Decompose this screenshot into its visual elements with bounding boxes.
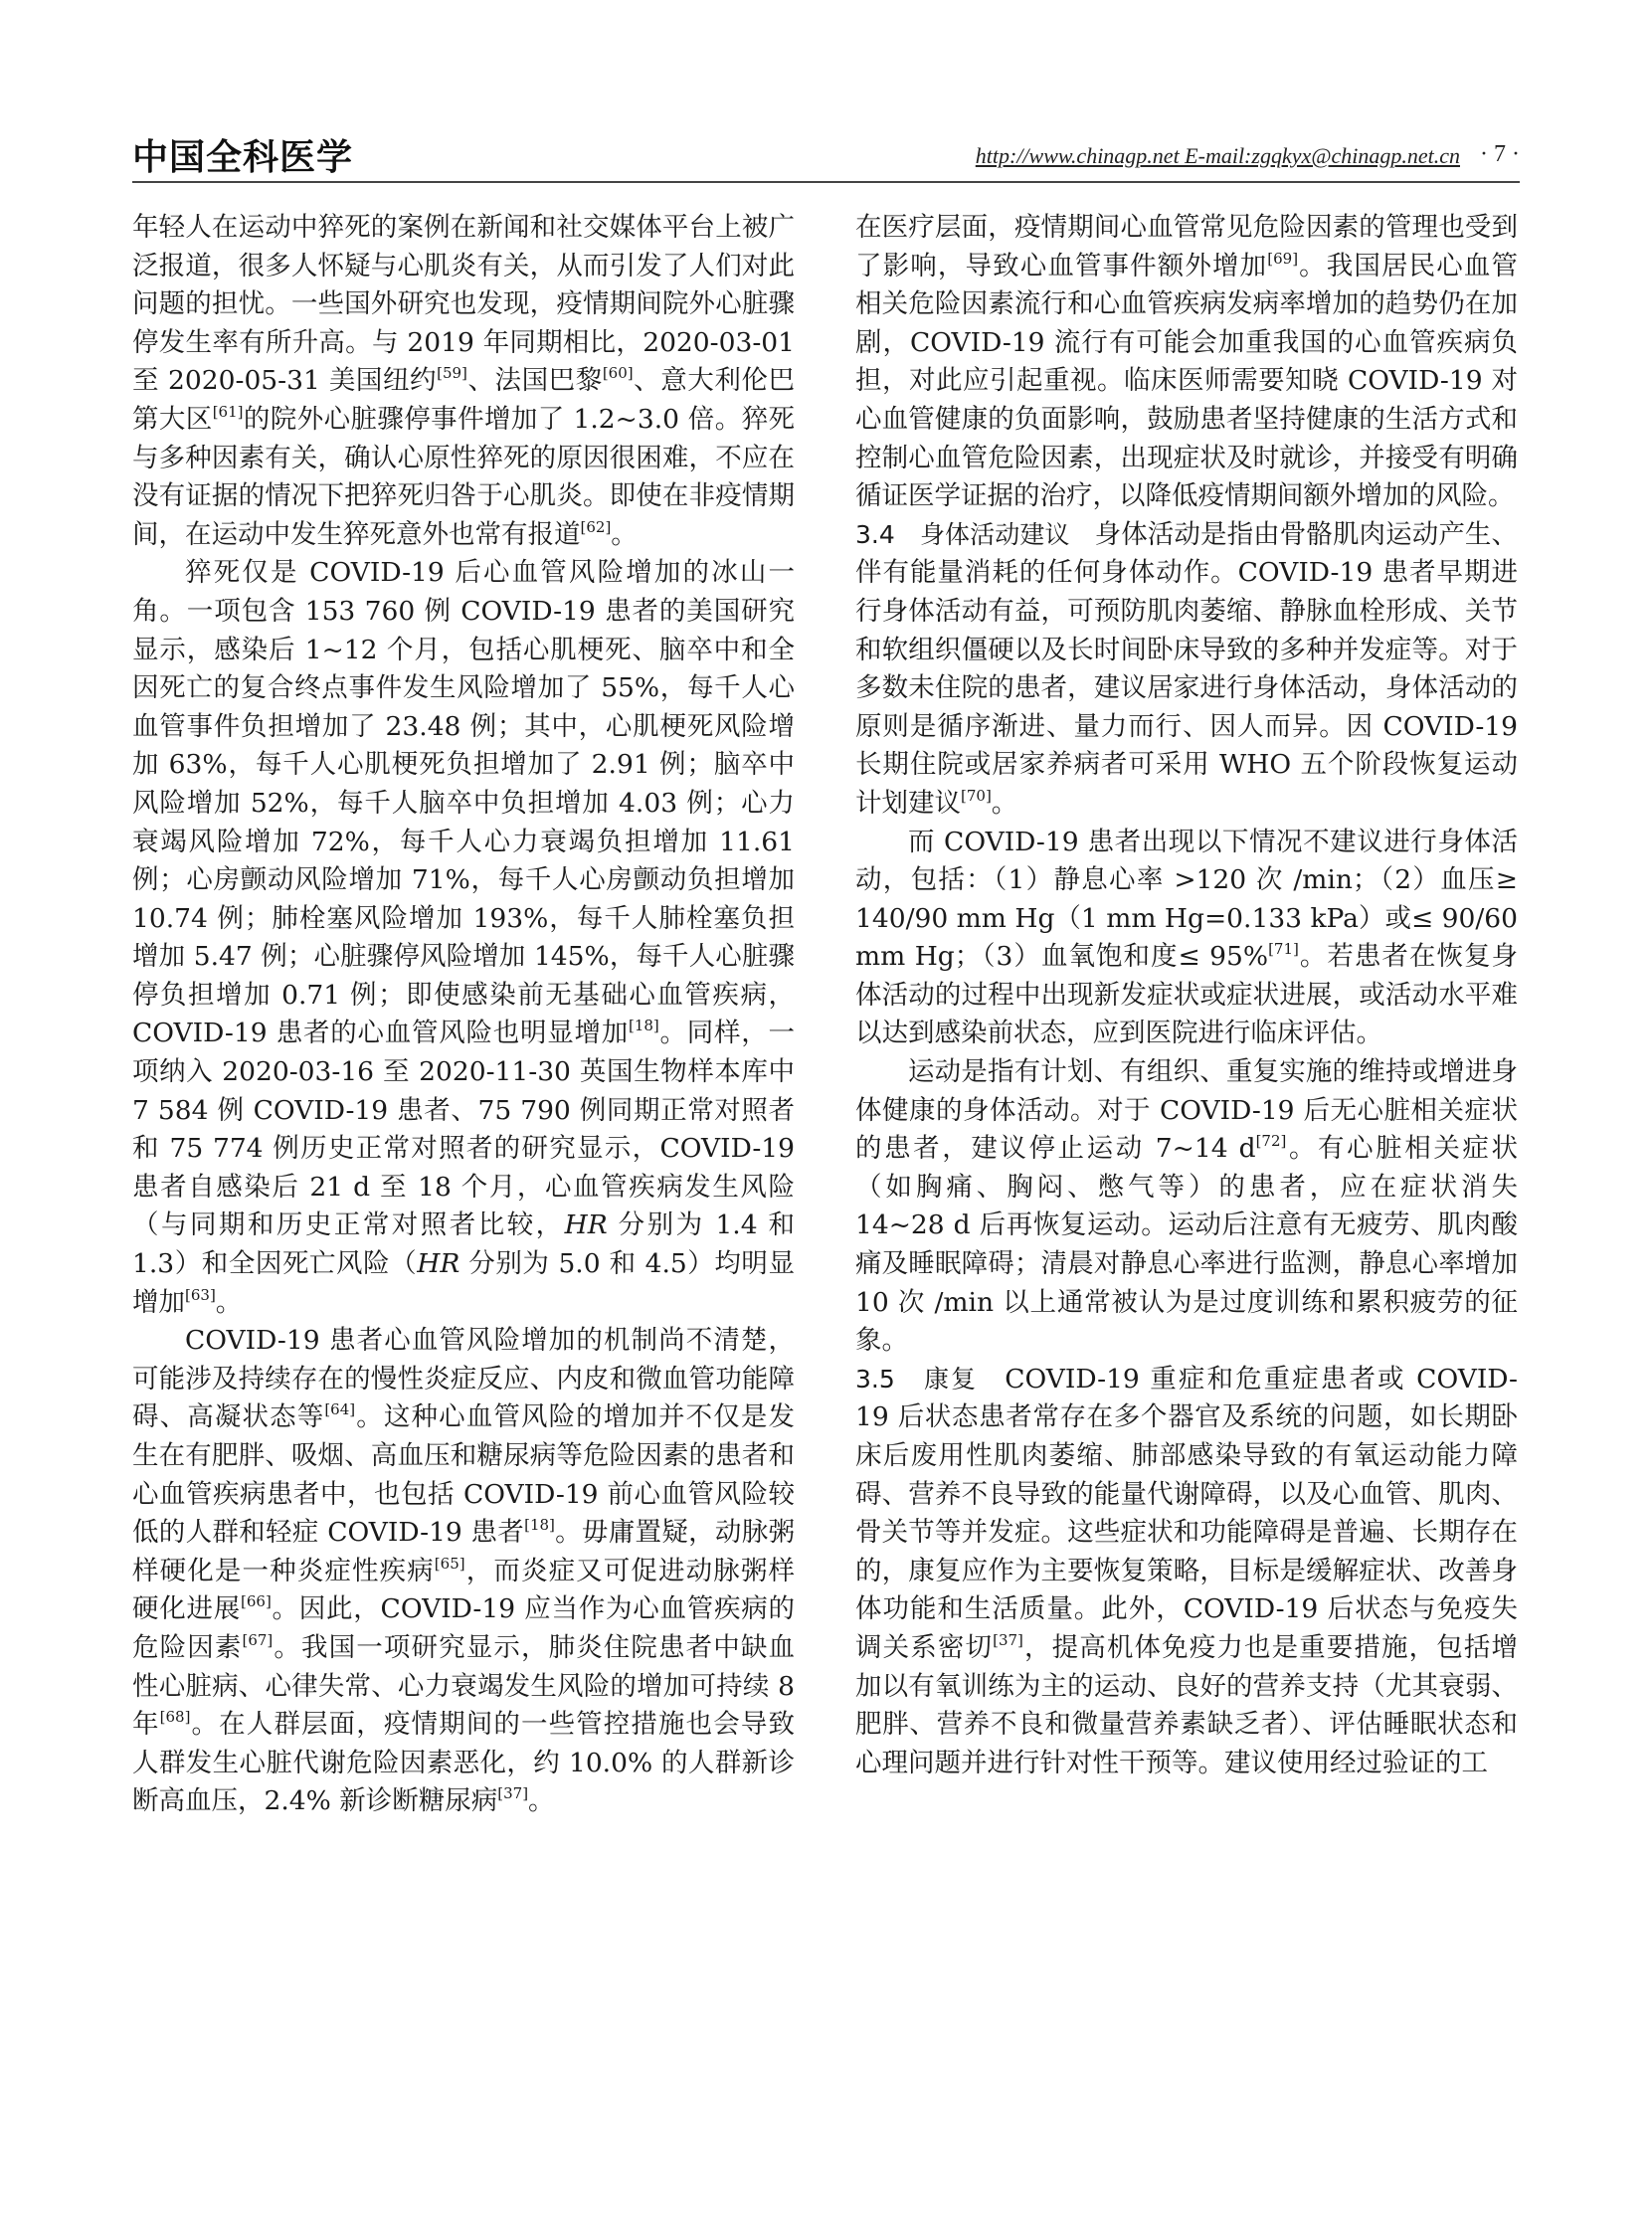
paragraph	[855, 516, 1518, 824]
citation-ref[interactable]: [72]	[1255, 1132, 1287, 1151]
body-text: 。这种心血管风险的增加并不仅是发生在有肥胖、吸烟、高血压和糖尿病等危险因素的患者和心血管疾病患者中，也包括 COVID-19 前心血管风险较低的人群和轻症 COVID-19 患者	[132, 1401, 796, 1549]
paragraph	[855, 1053, 1518, 1361]
body-text: 。	[215, 1286, 243, 1318]
body-text: 。	[611, 518, 638, 550]
body-text: 年轻人在运动中猝死的案例在新闻和社交媒体平台上被广泛报道，很多人怀疑与心肌炎有关，从而引发了人们对此问题的担忧。一些国外研究也发现，疫情期间院外心脏骤停发生率有所升高。与 2019 年同期相比，2020-03-01 至 2020-05-31 美国纽约	[132, 212, 795, 397]
page-number: · 7 ·	[1480, 141, 1520, 167]
citation-ref[interactable]: [37]	[497, 1784, 529, 1803]
body-text: 。同样，一项纳入 2020-03-16 至 2020-11-30 英国生物样本库中 7 584 例 COVID-19 患者、75 790 例同期正常对照者和 75 774 例历史正常对照者的研究显示，COVID-19 患者自感染后 21 d 至 18 个月，心血管疾病发生风险（与同期和历史正常对照者比较，	[132, 1018, 796, 1241]
body-text: COVID-19 患者心血管风险增加的机制尚不清楚，可能涉及持续存在的慢性炎症反应、内皮和微血管功能障碍、高凝状态等	[132, 1325, 795, 1433]
italic-term: HR	[564, 1209, 608, 1241]
paragraph	[132, 554, 795, 1322]
body-text: 分别为 5.0 和 4.5）均明显增加	[132, 1248, 795, 1318]
section-heading: 3.4 身体活动建议	[855, 519, 1095, 549]
body-text: 。	[528, 1785, 555, 1817]
right-column	[855, 209, 1518, 1782]
body-text: 。	[991, 787, 1018, 819]
header-divider	[132, 181, 1520, 183]
citation-ref[interactable]: [59]	[437, 364, 467, 383]
citation-ref[interactable]: [61]	[212, 402, 244, 421]
body-text: 猝死仅是 COVID-19 后心血管风险增加的冰山一角。一项包含 153 760 例 COVID-19 患者的美国研究显示，感染后 1~12 个月，包括心肌梗死、脑卒中和全因死亡的复合终点事件发生风险增加了 55%，每千人心血管事件负担增加了 23.48 例；其中，心肌梗死风险增加 63%，每千人心肌梗死负担增加了 2.91 例；脑卒中风险增加 52%，每千人脑卒中负担增加 4.03 例；心力衰竭风险增加 72%，每千人心力衰竭负担增加 11.61 例；心房颤动风险增加 71%，每千人心房颤动负担增加 10.74 例；肺栓塞风险增加 193%，每千人肺栓塞负担增加 5.47 例；心脏骤停风险增加 145%，每千人心脏骤停负担增加 0.71 例；即使感染前无基础心血管疾病，COVID-19 患者的心血管风险也明显增加	[132, 557, 795, 1049]
body-text: 在医疗层面，疫情期间心血管常见危险因素的管理也受到了影响，导致心血管事件额外增加	[855, 212, 1518, 281]
citation-ref[interactable]: [67]	[242, 1630, 274, 1649]
paragraph	[132, 1322, 795, 1821]
citation-ref[interactable]: [18]	[524, 1516, 555, 1535]
body-text: 运动是指有计划、有组织、重复实施的维持或增进身体健康的身体活动。对于 COVID-19 后无心脏相关症状的患者，建议停止运动 7~14 d	[855, 1056, 1518, 1165]
body-text: 分别为 1.4 和 1.3）和全因死亡风险（	[132, 1209, 795, 1280]
citation-ref[interactable]: [66]	[241, 1592, 272, 1611]
journal-logo: 中国全科医学	[132, 137, 354, 178]
citation-ref[interactable]: [70]	[961, 786, 992, 805]
body-text: ，提高机体免疫力也是重要措施，包括增加以有氧训练为主的运动、良好的营养支持（尤其衰弱、肥胖、营养不良和微量营养素缺乏者）、评估睡眠状态和心理问题并进行针对性干预等。建议使用经过验证的工	[855, 1631, 1519, 1778]
citation-ref[interactable]: [63]	[185, 1285, 216, 1304]
body-text: 。我国一项研究显示，肺炎住院患者中缺血性心脏病、心律失常、心力衰竭发生风险的增加可持续 8 年	[132, 1631, 796, 1741]
body-text: 的院外心脏骤停事件增加了 1.2~3.0 倍。猝死与多种因素有关，确认心原性猝死的原因很困难，不应在没有证据的情况下把猝死归咎于心肌炎。即使在非疫情期间，在运动中发生猝死意外也常有报道	[132, 403, 796, 550]
body-text: COVID-19 重症和危重症患者或 COVID-19 后状态患者常存在多个器官及系统的问题，如长期卧床后废用性肌肉萎缩、肺部感染导致的有氧运动能力障碍、营养不良导致的能量代谢障碍，以及心血管、肌肉、骨关节等并发症。这些症状和功能障碍是普遍、长期存在的，康复应作为主要恢复策略，目标是缓解症状、改善身体功能和生活质量。此外，COVID-19 后状态与免疫失调关系密切	[855, 1363, 1518, 1663]
body-text: 身体活动是指由骨骼肌肉运动产生、伴有能量消耗的任何身体动作。COVID-19 患者早期进行身体活动有益，可预防肌肉萎缩、静脉血栓形成、关节和软组织僵硬以及长时间卧床导致的多种并发症等。对于多数未住院的患者，建议居家进行身体活动，身体活动的原则是循序渐进、量力而行、因人而异。因 COVID-19 长期住院或居家养病者可采用 WHO 五个阶段恢复运动计划建议	[855, 518, 1519, 819]
body-text: 。有心脏相关症状（如胸痛、胸闷、憋气等）的患者，应在症状消失 14~28 d 后再恢复运动。运动后注意有无疲劳、肌肉酸痛及睡眠障碍；清晨对静息心率进行监测，静息心率增加 10 次 /min 以上通常被认为是过度训练和累积疲劳的征象。	[855, 1133, 1518, 1357]
paragraph	[132, 209, 795, 554]
citation-ref[interactable]: [68]	[159, 1708, 191, 1727]
left-column	[132, 209, 795, 1821]
paragraph	[855, 824, 1518, 1054]
section-heading: 3.5 康复	[855, 1364, 1006, 1394]
body-text: 、法国巴黎	[466, 365, 603, 397]
body-text: 、意大利伦巴第大区	[132, 365, 796, 435]
citation-ref[interactable]: [62]	[580, 517, 612, 536]
citation-ref[interactable]: [71]	[1268, 940, 1299, 959]
citation-ref[interactable]: [64]	[324, 1400, 356, 1419]
body-text: 。因此，COVID-19 应当作为心血管疾病的危险因素	[132, 1593, 795, 1663]
citation-ref[interactable]: [69]	[1267, 249, 1299, 268]
body-text: 。在人群层面，疫情期间的一些管控措施也会导致人群发生心脏代谢危险因素恶化，约 10.0% 的人群新诊断高血压，2.4% 新诊断糖尿病	[132, 1709, 796, 1817]
citation-ref[interactable]: [65]	[434, 1554, 465, 1573]
body-text: 。若患者在恢复身体活动的过程中出现新发症状或症状进展，或活动水平难以达到感染前状态，应到医院进行临床评估。	[855, 941, 1518, 1049]
citation-ref[interactable]: [60]	[602, 364, 634, 383]
citation-ref[interactable]: [18]	[628, 1017, 659, 1035]
journal-url[interactable]: http://www.chinagp.net E-mail:zgqkyx@chinagp.net.cn	[975, 143, 1460, 168]
body-text: 而 COVID-19 患者出现以下情况不建议进行身体活动，包括：（1）静息心率 >120 次 /min；（2）血压≥ 140/90 mm Hg（1 mm Hg=0.133 kPa）或≤ 90/60 mm Hg；（3）血氧饱和度≤ 95%	[855, 826, 1518, 973]
body-text: 。我国居民心血管相关危险因素流行和心血管疾病发病率增加的趋势仍在加剧，COVID-19 流行有可能会加重我国的心血管疾病负担，对此应引起重视。临床医师需要知晓 COVID-19 对心血管健康的负面影响，鼓励患者坚持健康的生活方式和控制心血管危险因素，出现症状及时就诊，并接受有明确循证医学证据的治疗，以降低疫情期间额外增加的风险。	[855, 250, 1519, 512]
citation-ref[interactable]: [37]	[993, 1630, 1023, 1649]
body-text: ，而炎症又可促进动脉粥样硬化进展	[132, 1555, 796, 1625]
body-text: 。毋庸置疑，动脉粥样硬化是一种炎症性疾病	[132, 1517, 795, 1586]
paragraph	[855, 209, 1518, 516]
paragraph	[855, 1361, 1518, 1783]
page-header	[132, 129, 1520, 189]
italic-term: HR	[417, 1248, 460, 1280]
